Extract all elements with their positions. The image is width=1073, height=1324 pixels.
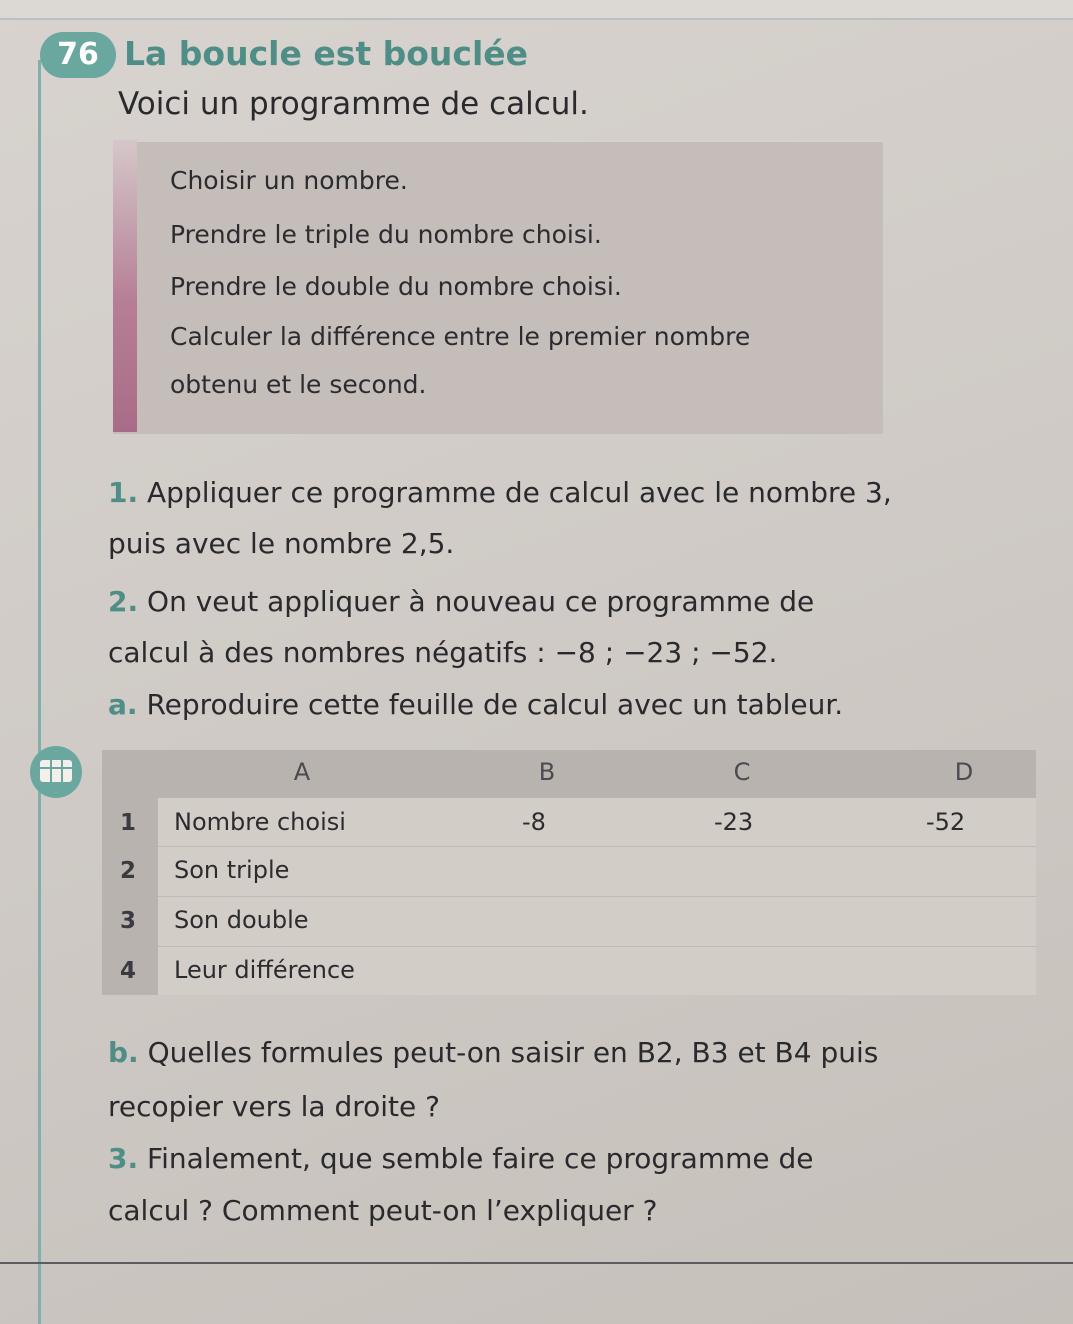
- cell-a4[interactable]: Leur différence: [174, 956, 355, 984]
- column-header-c[interactable]: C: [733, 758, 751, 786]
- question-2-line-1: [108, 585, 814, 618]
- question-1-line-1: [108, 476, 892, 509]
- program-box-bar: [113, 140, 137, 432]
- spreadsheet: [102, 750, 1036, 995]
- exercise-intro: Voici un programme de calcul.: [118, 86, 589, 122]
- question-3-text: Finalement, que semble faire ce programme de: [147, 1142, 814, 1175]
- column-header-a[interactable]: A: [293, 758, 311, 786]
- cell-d1[interactable]: -52: [926, 808, 966, 836]
- question-1-line-2: puis avec le nombre 2,5.: [108, 527, 455, 560]
- question-2-text: On veut appliquer à nouveau ce programme de: [147, 585, 815, 618]
- row-header-1[interactable]: 1: [120, 810, 137, 836]
- question-2b-line-2: recopier vers la droite ?: [108, 1090, 441, 1123]
- cell-b1[interactable]: -8: [522, 808, 546, 836]
- row-divider: [158, 846, 1036, 847]
- cell-c1[interactable]: -23: [714, 808, 754, 836]
- question-3-line-2: calcul ? Comment peut-on l’expliquer ?: [108, 1194, 658, 1227]
- row-divider: [158, 896, 1036, 897]
- program-step-4-continued: obtenu et le second.: [170, 370, 427, 399]
- question-2a: [108, 688, 843, 721]
- question-2a-text: Reproduire cette feuille de calcul avec un tableur.: [146, 688, 844, 721]
- margin-rule: [38, 60, 41, 1324]
- question-1-text: Appliquer ce programme de calcul avec le nombre 3,: [147, 476, 892, 509]
- cell-a2[interactable]: Son triple: [174, 856, 290, 884]
- column-header-b[interactable]: B: [538, 758, 556, 786]
- bottom-rule: [0, 1262, 1073, 1264]
- column-header-d[interactable]: D: [954, 758, 974, 786]
- question-2-line-2: calcul à des nombres négatifs : −8 ; −23 ; −52.: [108, 636, 778, 669]
- row-header-4[interactable]: 4: [120, 958, 137, 984]
- question-2-number: 2.: [108, 585, 139, 618]
- exercise-title: La boucle est bouclée: [124, 34, 529, 73]
- spreadsheet-icon: [0, 740, 84, 800]
- question-1-number: 1.: [108, 476, 139, 509]
- cell-a3[interactable]: Son double: [174, 906, 309, 934]
- page-top-strip: [0, 0, 1073, 20]
- program-step-3: Prendre le double du nombre choisi.: [170, 272, 622, 301]
- program-step-1: Choisir un nombre.: [170, 166, 408, 195]
- row-header-3[interactable]: 3: [120, 908, 137, 934]
- program-step-2: Prendre le triple du nombre choisi.: [170, 220, 602, 249]
- question-2b-text: Quelles formules peut-on saisir en B2, B3 et B4 puis: [147, 1036, 879, 1069]
- question-3-line-1: [108, 1142, 814, 1175]
- question-2b-letter: b.: [108, 1036, 139, 1069]
- question-3-number: 3.: [108, 1142, 139, 1175]
- exercise-number-badge: 76: [40, 32, 116, 78]
- spreadsheet-column-header: [102, 750, 1036, 798]
- row-divider: [158, 946, 1036, 947]
- cell-a1[interactable]: Nombre choisi: [174, 808, 346, 836]
- program-step-4: Calculer la différence entre le premier nombre: [170, 322, 751, 351]
- question-2a-letter: a.: [108, 688, 138, 721]
- row-header-2[interactable]: 2: [120, 858, 137, 884]
- question-2b-line-1: [108, 1036, 878, 1069]
